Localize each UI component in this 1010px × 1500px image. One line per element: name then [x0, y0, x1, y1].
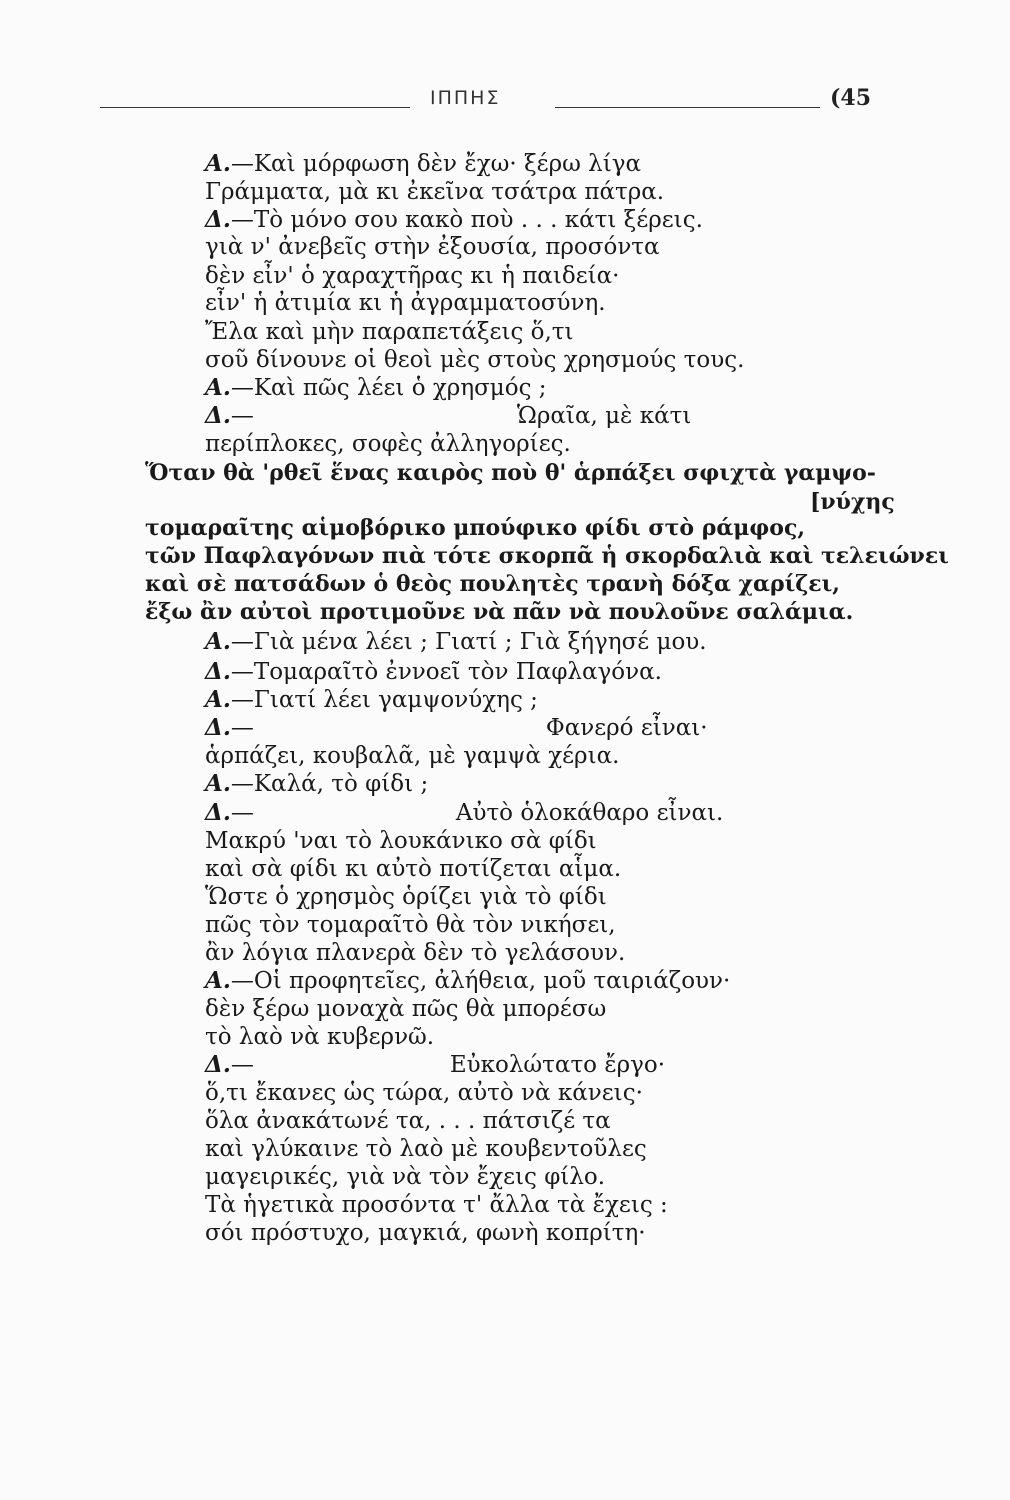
text-line	[205, 995, 606, 1023]
speaker-label: Α.	[205, 374, 231, 401]
line-text: ἔξω ἂν αὐτοὶ προτιμοῦνε νὰ πᾶν νὰ πουλοῦνε σαλάμια.	[145, 599, 854, 625]
header-rule-left	[100, 107, 410, 108]
speaker-label: Δ.	[205, 402, 231, 429]
line-text-continued: Φανερό εἶναι·	[545, 715, 708, 741]
line-text: σοῦ δίνουνε οἱ θεοὶ μὲς στοὺς χρησμούς τους.	[205, 347, 745, 373]
speaker-label: Δ.	[205, 799, 231, 826]
speaker-label: Δ.	[205, 1051, 231, 1078]
text-line	[205, 799, 723, 827]
text-line	[205, 770, 428, 798]
line-text: Ὅταν θὰ 'ρθεῖ ἕνας καιρὸς ποὺ θ' ἁρπάξει σφιχτὰ γαμψο-	[145, 460, 876, 486]
line-text: —	[230, 1052, 254, 1078]
text-line	[205, 658, 662, 686]
line-text: τὸ λαὸ νὰ κυβερνῶ.	[205, 1024, 435, 1050]
text-line	[205, 686, 538, 714]
line-text: ἁρπάζει, κουβαλᾶ, μὲ γαμψὰ χέρια.	[205, 743, 620, 769]
line-text: πῶς τὸν τομαραῖτὸ θὰ τὸν νικήσει,	[205, 912, 616, 938]
line-text: Ὥστε ὁ χρησμὸς ὁρίζει γιὰ τὸ φίδι	[205, 884, 607, 910]
line-text: τομαραῖτης αἱμοβόρικο μπούφικο φίδι στὸ ράμφος,	[145, 515, 805, 541]
text-line	[205, 233, 660, 261]
line-text: —Τὸ μόνο σου κακὸ ποὺ . . . κάτι ξέρεις.	[230, 207, 703, 233]
line-text: —Τομαραῖτὸ ἐννοεῖ τὸν Παφλαγόνα.	[230, 659, 662, 685]
line-text: σόι πρόστυχο, μαγκιά, φωνὴ κοπρίτη·	[205, 1220, 646, 1246]
line-text: —	[230, 715, 254, 741]
line-text: —Οἱ προφητεῖες, ἀλήθεια, μοῦ ταιριάζουν·	[230, 968, 731, 994]
speaker-label: Α.	[205, 628, 231, 655]
line-text: δὲν ξέρω μοναχὰ πῶς θὰ μπορέσω	[205, 996, 607, 1022]
line-text: δὲν εἶν' ὁ χαραχτῆρας κι ἡ παιδεία·	[205, 263, 620, 289]
text-line	[205, 402, 691, 430]
text-line	[205, 150, 641, 178]
text-line	[205, 289, 606, 317]
text-line	[145, 598, 853, 626]
text-line	[205, 430, 571, 458]
line-text: —Καὶ πῶς λέει ὁ χρησμός ;	[230, 375, 547, 401]
text-line	[205, 1051, 665, 1079]
text-line	[205, 628, 707, 656]
text-line	[205, 318, 574, 346]
text-line	[205, 742, 619, 770]
line-text: —Καλά, τὸ φίδι ;	[230, 771, 429, 797]
text-line	[205, 1219, 646, 1247]
line-text-continued: Ὡραῖα, μὲ κάτι	[516, 403, 692, 429]
line-text: —Καὶ μόρφωση δὲν ἔχω· ξέρω λίγα	[230, 151, 642, 177]
line-text: τῶν Παφλαγόνων πιὰ τότε σκορπᾶ ἡ σκορδαλιὰ καὶ τελειώνει	[145, 543, 949, 569]
line-text: —Γιατί λέει γαμψονύχης ;	[230, 687, 538, 713]
text-line	[145, 514, 805, 542]
text-line	[205, 967, 730, 995]
line-text: —	[230, 403, 254, 429]
text-line	[205, 855, 621, 883]
line-text: εἶν' ἡ ἀτιμία κι ἡ ἀγραμματοσύνη.	[205, 290, 606, 316]
line-text: Τὰ ἡγετικὰ προσόντα τ' ἄλλα τὰ ἔχεις :	[205, 1192, 668, 1218]
text-line	[205, 1135, 647, 1163]
line-text-continued: Αὐτὸ ὁλοκάθαρο εἶναι.	[455, 800, 724, 826]
text-line	[205, 911, 616, 939]
text-line	[205, 883, 607, 911]
line-text: [νύχης	[810, 489, 895, 515]
line-text: Ἔλα καὶ μὴν παραπετάξεις ὅ,τι	[205, 319, 574, 345]
line-text: μαγειρικές, γιὰ νὰ τὸν ἔχεις φίλο.	[205, 1164, 606, 1190]
text-line	[205, 374, 547, 402]
line-text: ἂν λόγια πλανερὰ δὲν τὸ γελάσουν.	[205, 940, 626, 966]
text-line	[205, 206, 703, 234]
page-header	[100, 84, 870, 114]
text-line	[205, 714, 708, 742]
text-line	[205, 1023, 434, 1051]
speaker-label: Δ.	[205, 658, 231, 685]
line-text: ὅλα ἀνακάτωνέ τα, . . . πάτσιζέ τα	[205, 1108, 611, 1134]
line-text: καὶ σὰ φίδι κι αὐτὸ ποτίζεται αἷμα.	[205, 856, 622, 882]
line-text: —Γιὰ μένα λέει ; Γιατί ; Γιὰ ξήγησέ μου.	[230, 629, 707, 655]
text-line	[145, 542, 949, 570]
page-number: (45	[830, 85, 872, 111]
text-line	[205, 178, 664, 206]
text-line	[205, 1079, 643, 1107]
line-text: Γράμματα, μὰ κι ἐκεῖνα τσάτρα πάτρα.	[205, 179, 665, 205]
speaker-label: Α.	[205, 686, 231, 713]
text-line	[145, 570, 840, 598]
text-line	[810, 488, 895, 516]
text-line	[205, 939, 625, 967]
speaker-label: Δ.	[205, 714, 231, 741]
line-text-continued: Εὐκολώτατο ἔργο·	[449, 1052, 666, 1078]
speaker-label: Α.	[205, 967, 231, 994]
speaker-label: Α.	[205, 150, 231, 177]
text-line	[205, 1107, 611, 1135]
text-line	[205, 1191, 668, 1219]
line-text: Μακρύ 'ναι τὸ λουκάνικο σὰ φίδι	[205, 828, 597, 854]
speaker-label: Α.	[205, 770, 231, 797]
text-line	[205, 1163, 605, 1191]
line-text: περίπλοκες, σοφὲς ἀλληγορίες.	[205, 431, 571, 457]
text-line	[145, 459, 876, 487]
text-line	[205, 262, 619, 290]
line-text: γιὰ ν' ἀνεβεῖς στὴν ἐξουσία, προσόντα	[205, 234, 660, 260]
text-line	[205, 827, 597, 855]
text-line	[205, 346, 744, 374]
line-text: καὶ σὲ πατσάδων ὁ θεὸς πουλητὲς τρανὴ δόξα χαρίζει,	[145, 571, 840, 597]
speaker-label: Δ.	[205, 206, 231, 233]
line-text: ὅ,τι ἔκανες ὡς τώρα, αὐτὸ νὰ κάνεις·	[205, 1080, 643, 1106]
line-text: καὶ γλύκαινε τὸ λαὸ μὲ κουβεντοῦλες	[205, 1136, 647, 1162]
running-title: ΙΠΠΗΣ	[430, 87, 501, 109]
header-rule-right	[555, 107, 820, 108]
line-text: —	[230, 800, 254, 826]
